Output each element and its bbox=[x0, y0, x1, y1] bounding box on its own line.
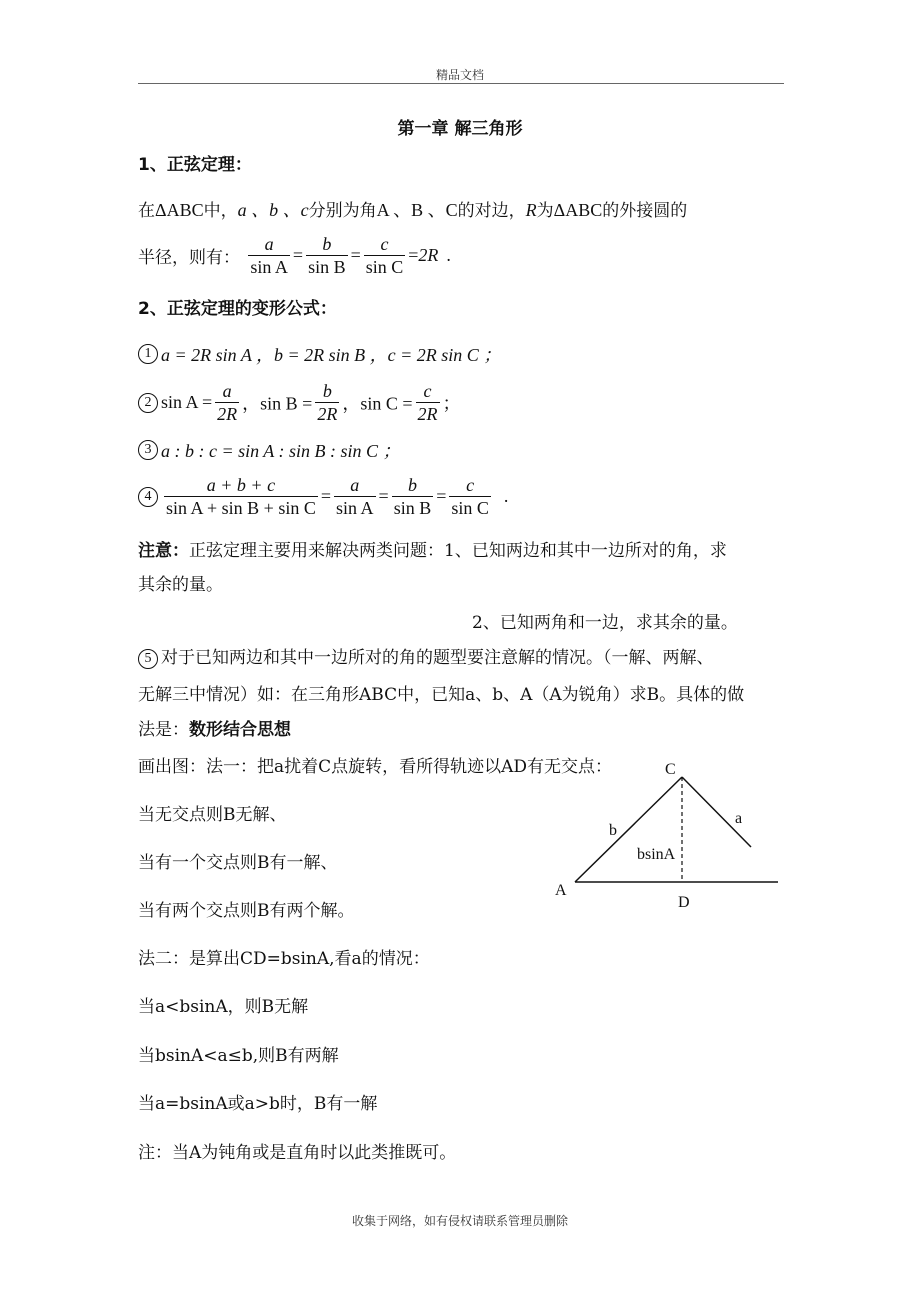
eq: = bbox=[350, 245, 361, 265]
label-side-b: b bbox=[609, 822, 617, 839]
math: a 、b 、c bbox=[237, 200, 309, 220]
math: R bbox=[525, 200, 537, 220]
fraction bbox=[334, 474, 376, 519]
text: sin A = bbox=[161, 392, 213, 412]
text: 的外接圆的 bbox=[602, 201, 688, 221]
method2-intro: 法二：是算出CD=bsinA,看a的情况： bbox=[138, 949, 430, 969]
method2-case-2: 当bsinA<a≤b,则B有两解 bbox=[138, 1046, 339, 1066]
item5-line-1 bbox=[138, 643, 714, 669]
den: sin B bbox=[393, 498, 432, 518]
method1-case-2: 当有一个交点则B有一解、 bbox=[138, 853, 338, 873]
method1-case-1: 当无交点则B无解、 bbox=[138, 805, 287, 825]
page-header: 精品文档 bbox=[435, 68, 484, 82]
end: ； bbox=[442, 393, 461, 414]
method1-case-3: 当有两个交点则B有两个解。 bbox=[138, 901, 355, 921]
circle-number: 2 bbox=[138, 393, 158, 413]
text: ，sin C = bbox=[342, 393, 413, 414]
formula-item-1 bbox=[138, 341, 501, 367]
den: sin A + sin B + sin C bbox=[166, 498, 316, 518]
formula-item-3 bbox=[138, 437, 400, 463]
text: 对于已知两边和其中一边所对的角的题型要注意解的情况。（一解、两解、 bbox=[161, 648, 714, 668]
num: a bbox=[222, 381, 232, 401]
method2-case-1: 当a<bsinA，则B无解 bbox=[138, 997, 309, 1017]
fraction bbox=[416, 380, 440, 425]
emphasis: 数形结合思想 bbox=[189, 720, 291, 740]
den: sin C bbox=[365, 257, 404, 277]
fraction bbox=[449, 474, 491, 519]
den: sin A bbox=[250, 257, 288, 277]
formula: a = 2R sin A ，b = 2R sin B ，c = 2R sin C ； bbox=[161, 345, 502, 365]
chapter-title: 第一章 解三角形 bbox=[397, 119, 523, 139]
num: a bbox=[350, 475, 360, 495]
method1-intro: 画出图：法一：把a扰着C点旋转，看所得轨迹以AD有无交点： bbox=[138, 757, 613, 777]
formula: a : b : c = sin A : sin B : sin C ； bbox=[161, 441, 401, 461]
page-footer: 收集于网络，如有侵权请联系管理员删除 bbox=[351, 1214, 568, 1228]
circle-number: 1 bbox=[138, 344, 158, 364]
den: sin A bbox=[336, 498, 374, 518]
circle-number: 4 bbox=[138, 487, 158, 507]
fraction bbox=[392, 474, 434, 519]
section2-heading: 2、正弦定理的变形公式： bbox=[138, 299, 337, 319]
den: sin B bbox=[308, 257, 346, 277]
section1-heading: 1、正弦定理： bbox=[138, 155, 252, 175]
eq: = bbox=[378, 486, 389, 506]
num: c bbox=[380, 234, 389, 254]
fraction bbox=[315, 380, 339, 425]
sine-law-formula bbox=[138, 233, 451, 278]
math: A 、B 、C bbox=[376, 200, 458, 220]
end: . bbox=[503, 486, 509, 506]
fraction bbox=[215, 380, 239, 425]
den: 2R bbox=[217, 404, 238, 424]
num: c bbox=[423, 381, 432, 401]
text: 的对边， bbox=[457, 201, 526, 221]
circle-number: 3 bbox=[138, 440, 158, 460]
text: 在 bbox=[138, 201, 155, 221]
end: . bbox=[446, 245, 451, 265]
method2-case-3: 当a=bsinA或a>b时，B有一解 bbox=[138, 1094, 378, 1114]
triangle-diagram bbox=[545, 755, 785, 915]
num: b bbox=[407, 475, 417, 495]
label-d: D bbox=[678, 894, 690, 911]
num: b bbox=[322, 234, 332, 254]
final-note: 注：当A为钝角或是直角时以此类推既可。 bbox=[138, 1143, 457, 1163]
eq: = bbox=[320, 486, 332, 506]
den: 2R bbox=[417, 404, 438, 424]
eq: = bbox=[408, 245, 419, 265]
text: 法是： bbox=[138, 720, 189, 740]
fraction bbox=[248, 233, 290, 278]
text: ，sin B = bbox=[242, 393, 313, 414]
formula-item-4 bbox=[138, 474, 508, 519]
num: b bbox=[322, 381, 332, 401]
sine-law-statement bbox=[138, 196, 687, 222]
num: c bbox=[466, 475, 475, 495]
num: a + b + c bbox=[206, 475, 276, 495]
note-line-2: 其余的量。 bbox=[138, 575, 223, 595]
math: ΔABC bbox=[155, 200, 204, 220]
text: 为 bbox=[536, 201, 554, 221]
math: ΔABC bbox=[553, 200, 603, 220]
fraction bbox=[306, 233, 348, 278]
note-line-1 bbox=[138, 536, 727, 561]
num: a bbox=[264, 234, 274, 254]
label-c: C bbox=[665, 761, 676, 778]
label-a-vertex: A bbox=[555, 882, 567, 899]
fraction bbox=[364, 233, 406, 278]
label-side-a: a bbox=[735, 810, 743, 827]
circle-number: 5 bbox=[138, 649, 158, 669]
header-rule bbox=[138, 83, 784, 84]
text: 半径，则有： bbox=[138, 248, 240, 268]
note-line-3: 2、已知两角和一边，求其余的量。 bbox=[472, 613, 738, 633]
den: 2R bbox=[317, 404, 338, 424]
text: 中， bbox=[203, 201, 238, 221]
eq: = bbox=[292, 245, 304, 265]
text: 分别为角 bbox=[308, 201, 377, 221]
rhs: 2R bbox=[418, 245, 439, 265]
side-b bbox=[575, 777, 682, 882]
label-height: bsinA bbox=[637, 846, 676, 863]
den: sin C bbox=[451, 498, 489, 518]
eq: = bbox=[436, 486, 447, 506]
item5-line-2: 无解三中情况）如：在三角形ABC中，已知a、b、A（A为锐角）求B。具体的做 bbox=[138, 685, 745, 705]
item5-line-3 bbox=[138, 715, 291, 740]
note-text: 正弦定理主要用来解决两类问题：1、已知两边和其中一边所对的角，求 bbox=[189, 541, 727, 561]
formula-item-2 bbox=[138, 380, 461, 425]
note-label: 注意： bbox=[138, 541, 189, 561]
fraction bbox=[164, 474, 318, 519]
